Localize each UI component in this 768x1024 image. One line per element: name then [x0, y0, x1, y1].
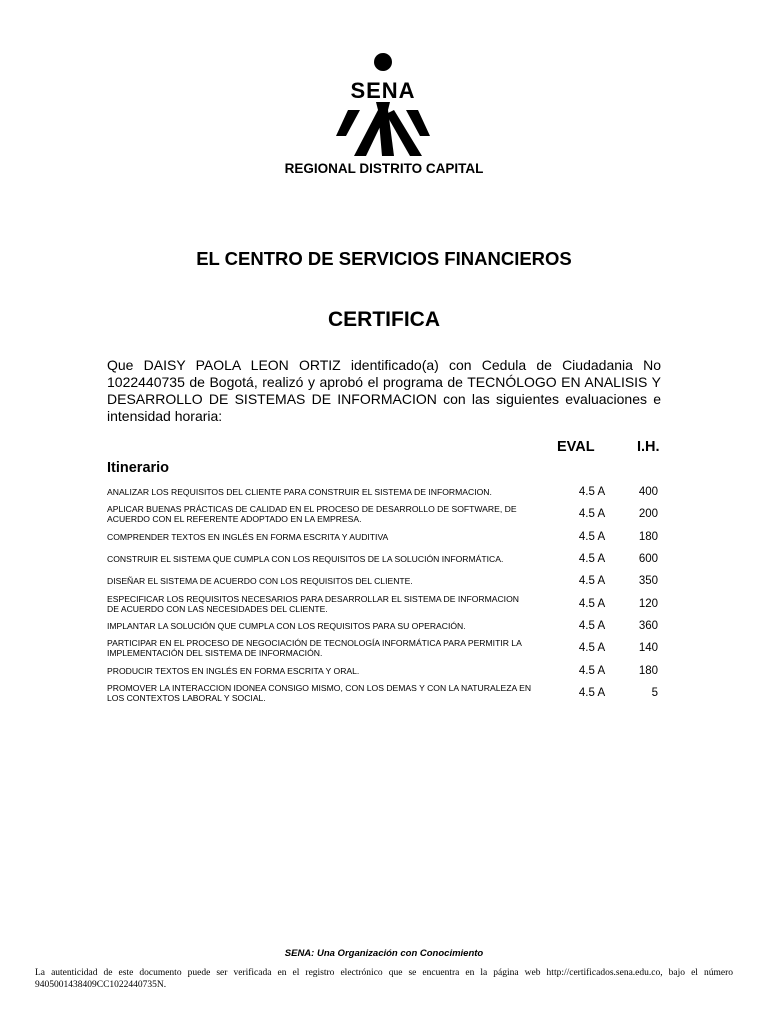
row-description: COMPRENDER TEXTOS EN INGLÉS EN FORMA ESCRITA Y AUDITIVA: [107, 531, 389, 542]
row-description: CONSTRUIR EL SISTEMA QUE CUMPLA CON LOS REQUISITOS DE LA SOLUCIÓN INFORMÁTICA.: [107, 554, 504, 565]
row-ih: 350: [638, 575, 658, 588]
table-row: [107, 481, 667, 503]
row-description: DISEÑAR EL SISTEMA DE ACUERDO CON LOS REQUISITOS DEL CLIENTE.: [107, 576, 413, 587]
evaluation-table: [107, 481, 667, 704]
logo-text: SENA: [350, 78, 416, 103]
row-description: PARTICIPAR EN EL PROCESO DE NEGOCIACIÓN DE TECNOLOGÍA INFORMÁTICA PARA PERMITIR LA IMPLEMENTACIÓN DEL SISTEMA DE INFORMACIÓN.: [107, 638, 522, 659]
row-eval: 4.5 A: [578, 642, 606, 655]
row-ih: 200: [638, 508, 658, 521]
row-ih: 5: [651, 686, 658, 699]
table-row: [107, 570, 667, 592]
footer-verification-note: La autenticidad de este documento puede ser verificada en el registro electrónico que se encuentra en la página web http://certificados.sena.edu.co, bajo el número 9405001438409CC1022440735N.: [35, 968, 733, 990]
row-description: PRODUCIR TEXTOS EN INGLÉS EN FORMA ESCRITA Y ORAL.: [107, 665, 360, 676]
row-eval: 4.5 A: [578, 530, 606, 543]
row-eval: 4.5 A: [578, 619, 606, 632]
table-row: [107, 682, 667, 704]
row-ih: 120: [638, 597, 658, 610]
table-row: [107, 548, 667, 570]
table-row: [107, 637, 667, 659]
section-title-itinerario: Itinerario: [107, 460, 170, 476]
table-row: [107, 659, 667, 681]
footer-slogan: SENA: Una Organización con Conocimiento: [284, 948, 484, 959]
row-ih: 400: [638, 486, 658, 499]
row-ih: 180: [638, 664, 658, 677]
row-description: ESPECIFICAR LOS REQUISITOS NECESARIOS PARA DESARROLLAR EL SISTEMA DE INFORMACION DE ACUERDO CON LAS NECESIDADES DEL CLIENTE.: [107, 593, 519, 614]
row-description: ANALIZAR LOS REQUISITOS DEL CLIENTE PARA CONSTRUIR EL SISTEMA DE INFORMACION.: [107, 487, 492, 498]
table-row: [107, 503, 667, 525]
row-ih: 600: [638, 553, 658, 566]
row-ih: 140: [638, 642, 658, 655]
column-header-eval: EVAL: [557, 439, 595, 455]
row-ih: 180: [638, 530, 658, 543]
regional-title: REGIONAL DISTRITO CAPITAL: [284, 161, 484, 176]
certificate-body: Que DAISY PAOLA LEON ORTIZ identificado(a) con Cedula de Ciudadania No 1022440735 de Bogotá, realizó y aprobó el programa de TECNÓLOGO EN ANALISIS Y DESARROLLO DE SISTEMAS DE INFORMACION con las siguientes evaluaciones e intensidad horaria:: [107, 357, 661, 424]
table-row: [107, 526, 667, 548]
row-eval: 4.5 A: [578, 597, 606, 610]
row-eval: 4.5 A: [578, 575, 606, 588]
row-description: PROMOVER LA INTERACCION IDONEA CONSIGO MISMO, CON LOS DEMAS Y CON LA NATURALEZA EN LOS CONTEXTOS LABORAL Y SOCIAL.: [107, 682, 532, 703]
row-eval: 4.5 A: [578, 486, 606, 499]
row-eval: 4.5 A: [578, 508, 606, 521]
row-eval: 4.5 A: [578, 553, 606, 566]
row-description: IMPLANTAR LA SOLUCIÓN QUE CUMPLA CON LOS REQUISITOS PARA SU OPERACIÓN.: [107, 620, 466, 631]
row-ih: 360: [638, 619, 658, 632]
row-eval: 4.5 A: [578, 686, 606, 699]
certifica-title: CERTIFICA: [328, 308, 440, 331]
table-row: [107, 615, 667, 637]
center-title: EL CENTRO DE SERVICIOS FINANCIEROS: [196, 248, 572, 269]
row-description: APLICAR BUENAS PRÁCTICAS DE CALIDAD EN EL PROCESO DE DESARROLLO DE SOFTWARE, DE ACUERDO CON EL REFERENTE ADOPTADO EN LA EMPRESA.: [107, 504, 517, 525]
table-row: [107, 592, 667, 614]
row-eval: 4.5 A: [578, 664, 606, 677]
sena-logo-icon: [330, 52, 436, 160]
column-header-ih: I.H.: [637, 439, 660, 455]
